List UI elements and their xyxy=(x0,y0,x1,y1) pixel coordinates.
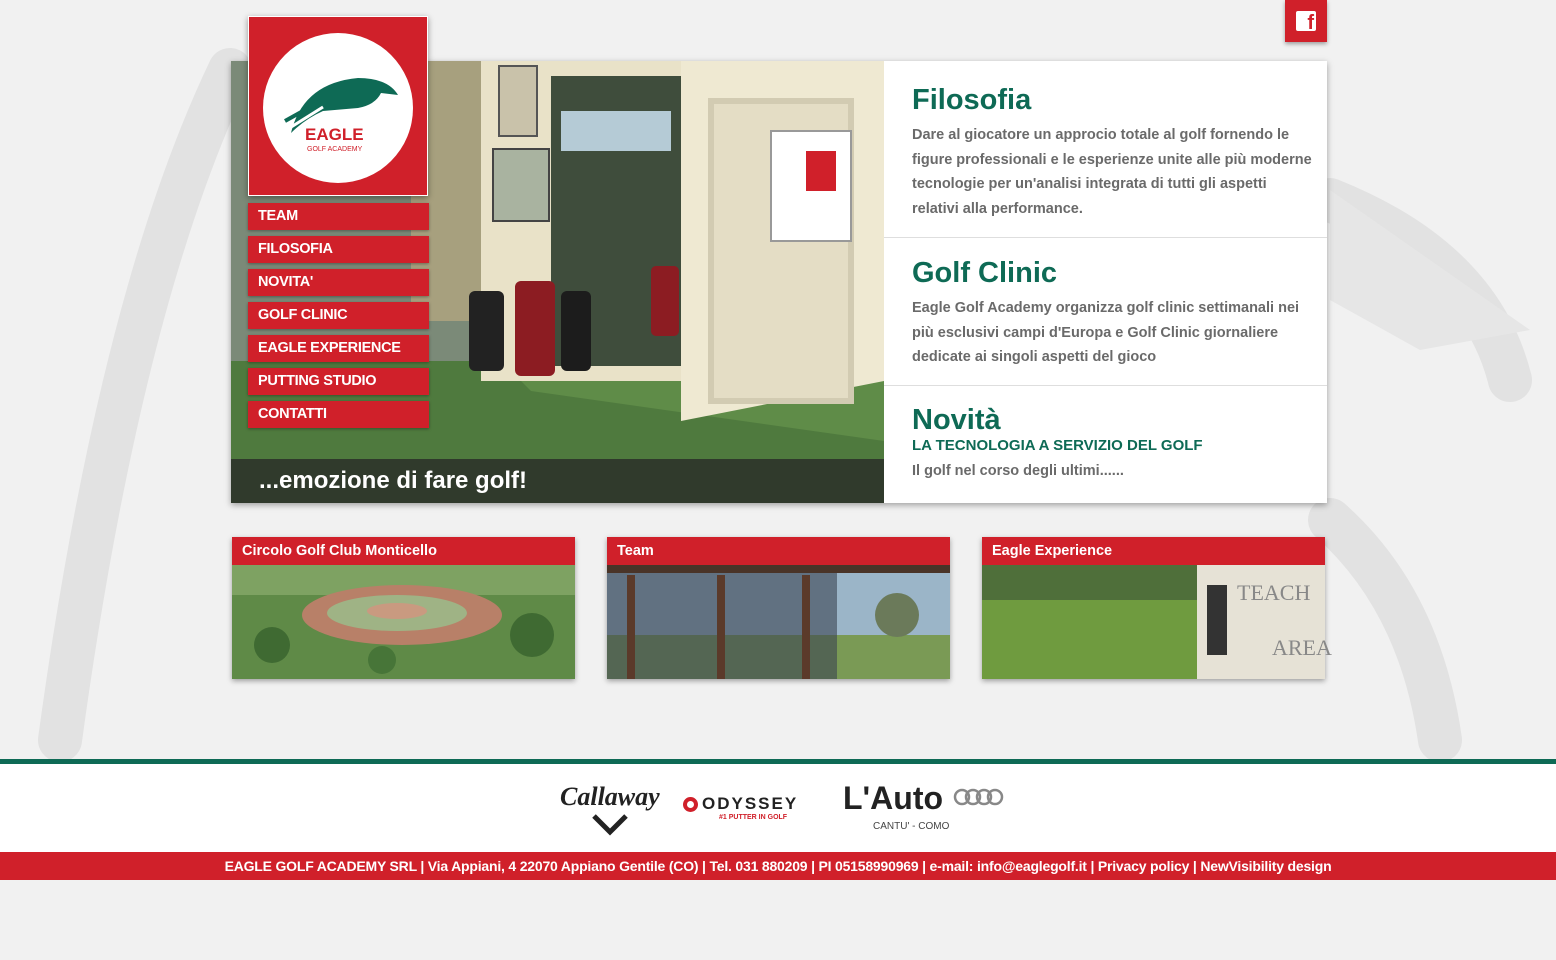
svg-text:AREA: AREA xyxy=(1272,635,1332,660)
card-title[interactable]: Eagle Experience xyxy=(982,537,1325,565)
footer-info-bar[interactable]: EAGLE GOLF ACADEMY SRL | Via Appiani, 4 22070 Appiano Gentile (CO) | Tel. 031 880209 | PI 05158990969 | e-mail: info@eaglegolf.it | Privacy policy | NewVisibility design xyxy=(0,852,1556,880)
svg-text:EAGLE: EAGLE xyxy=(305,125,364,144)
card-image-team[interactable] xyxy=(607,565,950,679)
novita-subtitle[interactable]: LA TECNOLOGIA A SERVIZIO DEL GOLF xyxy=(912,437,1203,454)
svg-text:TEACH: TEACH xyxy=(1237,580,1311,605)
lauto-logo[interactable]: L'Auto CANTU' - COMO xyxy=(843,780,1005,832)
golf-clinic-title[interactable]: Golf Clinic xyxy=(912,257,1057,289)
facebook-icon: f xyxy=(1296,11,1316,31)
filosofia-section[interactable] xyxy=(912,83,1312,221)
card-title[interactable]: Circolo Golf Club Monticello xyxy=(232,537,575,565)
eagle-golf-academy-logo[interactable] xyxy=(248,16,428,196)
card-monticello[interactable] xyxy=(232,537,575,679)
callaway-chevron-icon xyxy=(590,812,630,834)
filosofia-text: Dare al giocatore un approcio totale al golf fornendo le figure professionali e le esperienze unite alle più moderne tecnologie per un'analisi integrata di tutti gli aspetti relativi alla performance. xyxy=(912,127,1312,217)
sponsors-bar xyxy=(0,764,1556,852)
odyssey-ring-icon xyxy=(683,797,698,812)
filosofia-title[interactable]: Filosofia xyxy=(912,84,1032,116)
nav-item-putting-studio[interactable]: PUTTING STUDIO xyxy=(248,368,429,395)
card-image-monticello[interactable] xyxy=(232,565,575,679)
novita-title[interactable]: Novità xyxy=(912,404,1001,436)
golf-clinic-text: Eagle Golf Academy organizza golf clinic settimanali nei più esclusivi campi d'Europa e Golf Clinic giornaliere dedicate ai singoli aspetti del gioco xyxy=(912,300,1300,365)
novita-text: Il golf nel corso degli ultimi...... xyxy=(912,463,1124,479)
nav-item-eagle-experience[interactable]: EAGLE EXPERIENCE xyxy=(248,335,429,362)
section-divider xyxy=(884,237,1327,238)
eagle-head-icon xyxy=(263,33,413,183)
card-title[interactable]: Team xyxy=(607,537,950,565)
nav-item-contatti[interactable]: CONTATTI xyxy=(248,401,429,428)
hero-caption: ...emozione di fare golf! xyxy=(231,459,884,503)
logo-circle xyxy=(263,33,413,183)
section-divider xyxy=(884,385,1327,386)
callaway-logo[interactable]: Callaway xyxy=(560,782,660,839)
odyssey-logo[interactable]: ODYSSEY #1 PUTTER IN GOLF xyxy=(683,794,798,821)
audi-rings-icon xyxy=(953,785,1005,813)
main-nav xyxy=(248,203,429,434)
nav-item-novita[interactable]: NOVITA' xyxy=(248,269,429,296)
nav-item-golf-clinic[interactable]: GOLF CLINIC xyxy=(248,302,429,329)
nav-item-filosofia[interactable]: FILOSOFIA xyxy=(248,236,429,263)
card-image-eagle-experience[interactable] xyxy=(982,565,1332,679)
golf-clinic-section[interactable] xyxy=(912,256,1312,370)
novita-section[interactable] xyxy=(912,403,1312,484)
facebook-button[interactable] xyxy=(1285,0,1327,42)
svg-text:GOLF ACADEMY: GOLF ACADEMY xyxy=(307,146,363,153)
nav-item-team[interactable]: TEAM xyxy=(248,203,429,230)
card-team[interactable] xyxy=(607,537,950,679)
card-eagle-experience[interactable] xyxy=(982,537,1332,679)
